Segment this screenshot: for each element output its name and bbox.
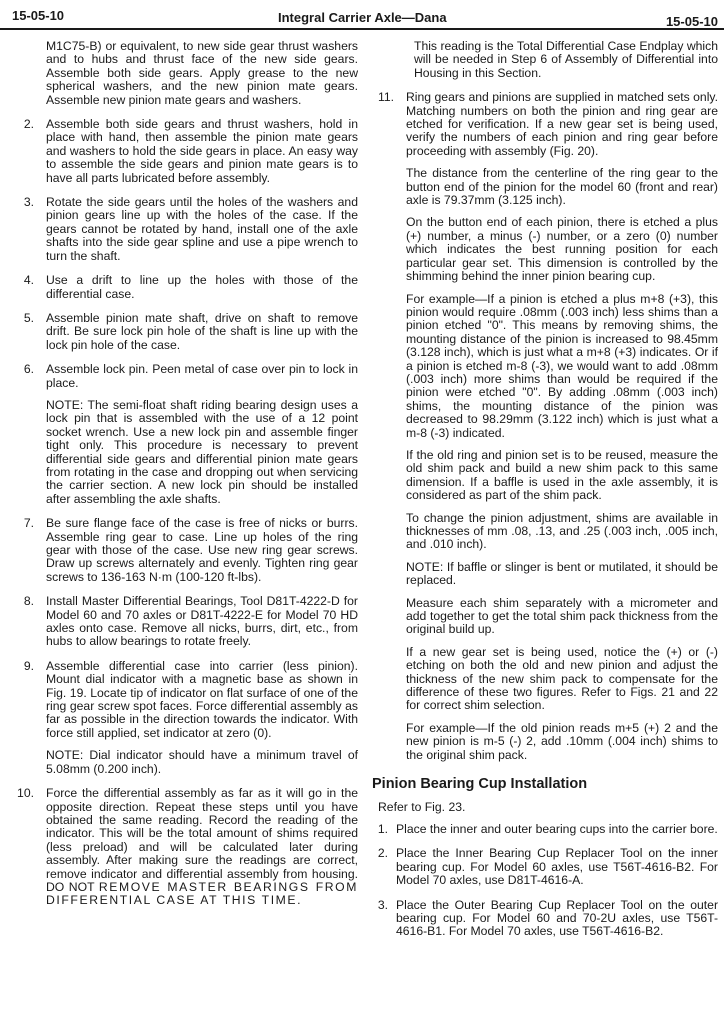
paragraph: On the button end of each pinion, there is etched a plus (+) number, a minus (-) number, or a zero (0) number which indicates the best running position for each particular gear set. This dimension is controlled by the shimming behind the inner pinion bearing cup. (406, 215, 718, 284)
step-item (372, 91, 718, 762)
page-title: Integral Carrier Axle—Dana (278, 10, 447, 25)
figure-reference: Refer to Fig. 23. (378, 799, 466, 814)
continued-step-text: M1C75-B) or equivalent, to new side gear thrust washers and to hubs and thrust face of the new side gears. Assemble both side gears. Apply grease to the new spherical washers, and the new pinion mate gears. Assemble new pinion mate gears and washers. (46, 39, 358, 107)
paragraph: To change the pinion adjustment, shims are available in thicknesses of mm .08, .13, and .25 (.003 inch, .005 inch, and .010 inch). (406, 510, 718, 552)
right-column (372, 40, 718, 950)
step-number: 4. (23, 273, 34, 288)
step-number: 8. (23, 594, 34, 609)
step-number: 3. (23, 195, 34, 210)
step-item (12, 363, 358, 506)
step-number: 2. (23, 117, 34, 132)
step-item (372, 847, 718, 887)
step-number: 6. (23, 362, 34, 377)
step-item (12, 660, 358, 776)
step-note: NOTE: The semi-float shaft riding bearing design uses a lock pin that is assembled with the use of a 12 point socket wrench. Use a new lock pin and assemble finger tight only. This procedure is necessary to prevent differential side gears and differential pinion mate gears from rotating in the case and dropping out when servicing the carrier section. A new lock pin should be installed after assembling the axle shafts. (46, 397, 358, 506)
step-item (12, 118, 358, 185)
step-number: 3. (377, 897, 388, 912)
step-item (12, 312, 358, 352)
step-number: 11. (377, 90, 394, 105)
step-text: Ring gears and pinions are supplied in matched sets only. Matching numbers on both the pinion and ring gear are etched for verification. If a new gear set is being used, verify the numbers of each pinion and ring gear before proceeding with assembly (Fig. 20). (406, 90, 718, 158)
step-number: 9. (23, 658, 34, 673)
page-header (0, 0, 724, 30)
step-item (372, 899, 718, 939)
step-note: NOTE: Dial indicator should have a minimum travel of 5.08mm (0.200 inch). (46, 748, 358, 776)
step-text: Place the inner and outer bearing cups into the carrier bore. (396, 821, 718, 836)
left-column (12, 40, 358, 919)
step-text: Force the differential assembly as far as it will go in the opposite direction. Repeat these steps until you have obtained the same reading. Record the reading of the indicator. This will be the total amount of shims required (less preload) and will be calculated later during assembly. After making sure the readings are correct, remove indicator and differential assembly from housing. DO NOT (46, 786, 358, 894)
step-text: Assemble lock pin. Peen metal of case over pin to lock in place. (46, 362, 358, 390)
step-text: Place the Inner Bearing Cup Replacer Tool on the inner bearing cup. For Model 60 axles, use T56T-4616-B2. For Model 70 axles, use D81T-4616-A. (396, 846, 718, 888)
paragraph: If the old ring and pinion set is to be reused, measure the old shim pack and build a new shim pack to this same dimension. If a baffle is used in the axle assembly, it is considered as part of the shim pack. (406, 447, 718, 503)
paragraph: The distance from the centerline of the ring gear to the button end of the pinion for the model 60 (front and rear) axle is 79.37mm (3.125 inch). (406, 166, 718, 208)
step-item (372, 823, 718, 836)
step-text: Rotate the side gears until the holes of the washers and pinion gears line up with the holes of the case. If the gears cannot be rotated by hand, install one of the axle shafts into the side gear spline and use a pipe wrench to turn the shaft. (46, 195, 358, 263)
page-number-left: 15-05-10 (12, 8, 65, 23)
step-text: Assemble both side gears and thrust washers, hold in place with hand, then assemble the pinion mate gears and washers to hold the side gears in place. An easy way to assemble the side gears and pinion mate gears is to have all parts lubricated before assembly. (46, 117, 358, 185)
step-text: Be sure flange face of the case is free of nicks or burrs. Assemble ring gear to case. Line up holes of the ring gear with those of the case. Use new ring gear screws. Draw up screws alternately and evenly. Tighten ring gear screws to 136-163 N·m (100-120 ft-lbs). (46, 516, 358, 584)
step-caps-warning: REMOVE MASTER BEARINGS FROM DIFFERENTIAL CASE AT THIS TIME. (46, 879, 358, 908)
step-item (12, 787, 358, 908)
note: NOTE: If baffle or slinger is bent or mutilated, it should be replaced. (406, 559, 718, 588)
step-number: 1. (377, 821, 388, 836)
step-item (12, 274, 358, 301)
step-text: Place the Outer Bearing Cup Replacer Tool on the outer bearing cup. For Model 60 and 70-2U axles, use T56T-4616-B1. For Model 70 axles, use T56T-4616-B2. (396, 897, 718, 939)
step-item (12, 517, 358, 584)
paragraph: Measure each shim separately with a micrometer and add together to get the total shim pack thickness from the original build up. (406, 595, 718, 637)
step-text: Assemble pinion mate shaft, drive on shaft to remove drift. Be sure lock pin hole of the shaft is line up with the lock pin hole of the case. (46, 310, 358, 352)
step-item (12, 595, 358, 649)
step-text: Assemble differential case into carrier (less pinion). Mount dial indicator with a magnetic base as shown in Fig. 19. Locate tip of indicator on flat surface of one of the ring gear screw spot faces. Force differential assembly as far as possible in the direction towards the indicator. With force still applied, set indicator at zero (0). (46, 658, 358, 740)
step-item (12, 196, 358, 263)
page-number-right: 15-05-10 (665, 14, 718, 29)
paragraph: For example—If a pinion is etched a plus m+8 (+3), this pinion would require .08mm (.003 inch) less shims than a pinion etched "0". This means by removing shims, the mounting distance of the pinion is increased to 98.45mm (3.128 inch), which is just what a m+8 (+3) indicates. Or if a pinion is etched m-8 (-3), we would want to add .08mm (.003 inch) more shims than would be required if the pinion were etched "0". By adding .08mm (.003 inch) shims, the mounting distance of the pinion was decreased to 98.29mm (3.122 inch) which is just what a m-8 (-3) indicated. (406, 291, 718, 440)
section-heading: Pinion Bearing Cup Installation (372, 776, 588, 793)
step-text: Install Master Differential Bearings, Tool D81T-4222-D for Model 60 and 70 axles or D81T-4222-E for Model 70 HD axles onto case. Remove all nicks, burrs, dirt, etc., from hubs to allow bearings to rotate freely. (46, 594, 358, 649)
paragraph: If a new gear set is being used, notice the (+) or (-) etching on both the old and new pinion and adjust the thickness of the new shim pack to compensate for the difference of these two figures. Refer to Figs. 21 and 22 for correct shim selection. (406, 644, 718, 713)
paragraph: For example—If the old pinion reads m+5 (+) 2 and the new pinion is m-5 (-) 2, add .10mm (.004 inch) shims to the original shim pack. (406, 720, 718, 762)
continued-step-text: This reading is the Total Differential Case Endplay which will be needed in Step 6 of Assembly of Differential into Housing in this Section. (414, 39, 718, 80)
step-text: Use a drift to line up the holes with those of the differential case. (46, 273, 358, 301)
step-number: 7. (23, 516, 34, 531)
step-number: 5. (23, 310, 34, 325)
step-number: 2. (377, 846, 388, 861)
step-number: 10. (17, 786, 34, 801)
